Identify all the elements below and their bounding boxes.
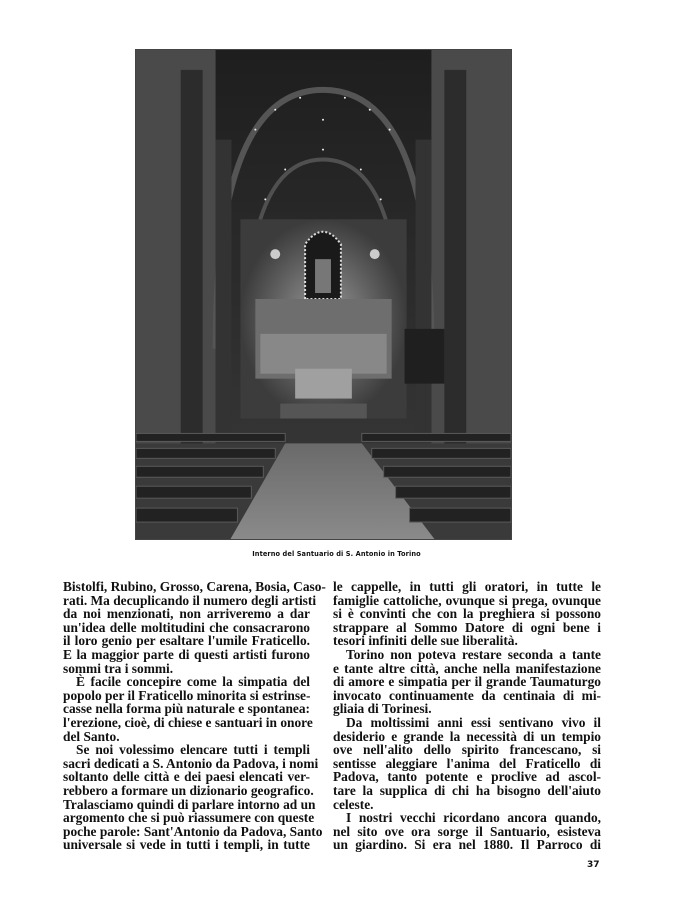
text-line: I nostri vecchi ricordano ancora quando,: [346, 810, 601, 826]
text-line: universale si vede in tutti i templi, in tutte: [63, 837, 310, 853]
text-line: celeste.: [333, 796, 374, 812]
text-line: nel sito ove ora sorge il Santuario, esisteva: [333, 823, 601, 839]
right-text-column: [333, 580, 601, 852]
text-line: tare la supplica di chi ha bisogno dell'aiuto: [333, 782, 601, 798]
text-line: famiglie cattoliche, ovunque si prega, ovunque: [333, 592, 601, 608]
text-line: ove nell'alito dello spirito francescano, si: [333, 742, 601, 758]
text-line: casse nella forma più naturale e spontanea:: [63, 701, 310, 717]
text-line: le cappelle, in tutti gli oratori, in tutte le: [333, 579, 601, 594]
text-line: e tante altre città, anche nella manifestazione: [333, 660, 601, 676]
text-line: gliaia di Torinesi.: [333, 701, 432, 717]
text-line: da noi menzionati, non arriveremo a dar: [63, 606, 310, 622]
text-line: Se noi volessimo elencare tutti i templi: [76, 742, 310, 758]
text-line: sacri dedicati a S. Antonio da Padova, i nomi: [63, 755, 319, 771]
text-line: di amore e simpatia per il grande Taumaturgo: [333, 674, 601, 690]
page-number: 37: [587, 860, 600, 870]
text-line: poche parole: Sant'Antonio da Padova, Santo: [63, 823, 323, 839]
text-line: tesori infiniti delle sue liberalità.: [333, 633, 518, 649]
text-line: soltanto delle città e dei paesi elencati ver-: [63, 769, 310, 785]
text-line: E la maggior parte di questi artisti furono: [63, 646, 310, 662]
text-line: del Santo.: [63, 728, 120, 744]
text-line: Torino non poteva restare seconda a tante: [346, 646, 601, 662]
text-line: Bistolfi, Rubino, Grosso, Carena, Bosia, Caso-: [63, 579, 326, 594]
text-line: un giardino. Si era nel 1880. Il Parroco di: [333, 837, 601, 853]
text-line: popolo per il Fraticello minorita si estrinse-: [63, 687, 311, 703]
text-line: strappare al Sommo Datore di ogni bene i: [333, 619, 601, 635]
photo-caption: Interno del Santuario di S. Antonio in Torino: [252, 550, 421, 558]
text-line: rati. Ma decuplicando il numero degli artisti: [63, 592, 317, 608]
text-line: È facile concepire come la simpatia del: [76, 674, 310, 690]
text-line: rebbero a formare un dizionario geografico.: [63, 782, 314, 798]
text-line: si è convinti che con la preghiera si possono: [333, 606, 601, 622]
church-interior-image: [136, 50, 511, 539]
text-line: un'idea delle moltitudini che consacrarono: [63, 619, 310, 635]
text-line: Tralasciamo quindi di parlare intorno ad un: [63, 796, 316, 812]
text-line: sentisse aleggiare l'anima del Fraticello di: [333, 755, 601, 771]
text-line: desiderio e grande la necessità di un tempio: [333, 728, 601, 744]
text-line: Da moltissimi anni essi sentivano vivo il: [346, 714, 601, 730]
text-line: invocato continuamente da centinaia di mi-: [333, 687, 601, 703]
text-line: sommi tra i sommi.: [63, 660, 174, 676]
church-interior-photo: [135, 49, 512, 540]
text-line: argomento che si può riassumere con queste: [63, 810, 315, 826]
text-line: l'erezione, cioè, di chiese e santuari in onore: [63, 714, 313, 730]
text-line: il loro genio per esaltare l'umile Fraticello.: [63, 633, 310, 649]
text-line: Padova, tanto potente e proclive ad ascol-: [333, 769, 601, 785]
left-text-column: [63, 579, 326, 853]
